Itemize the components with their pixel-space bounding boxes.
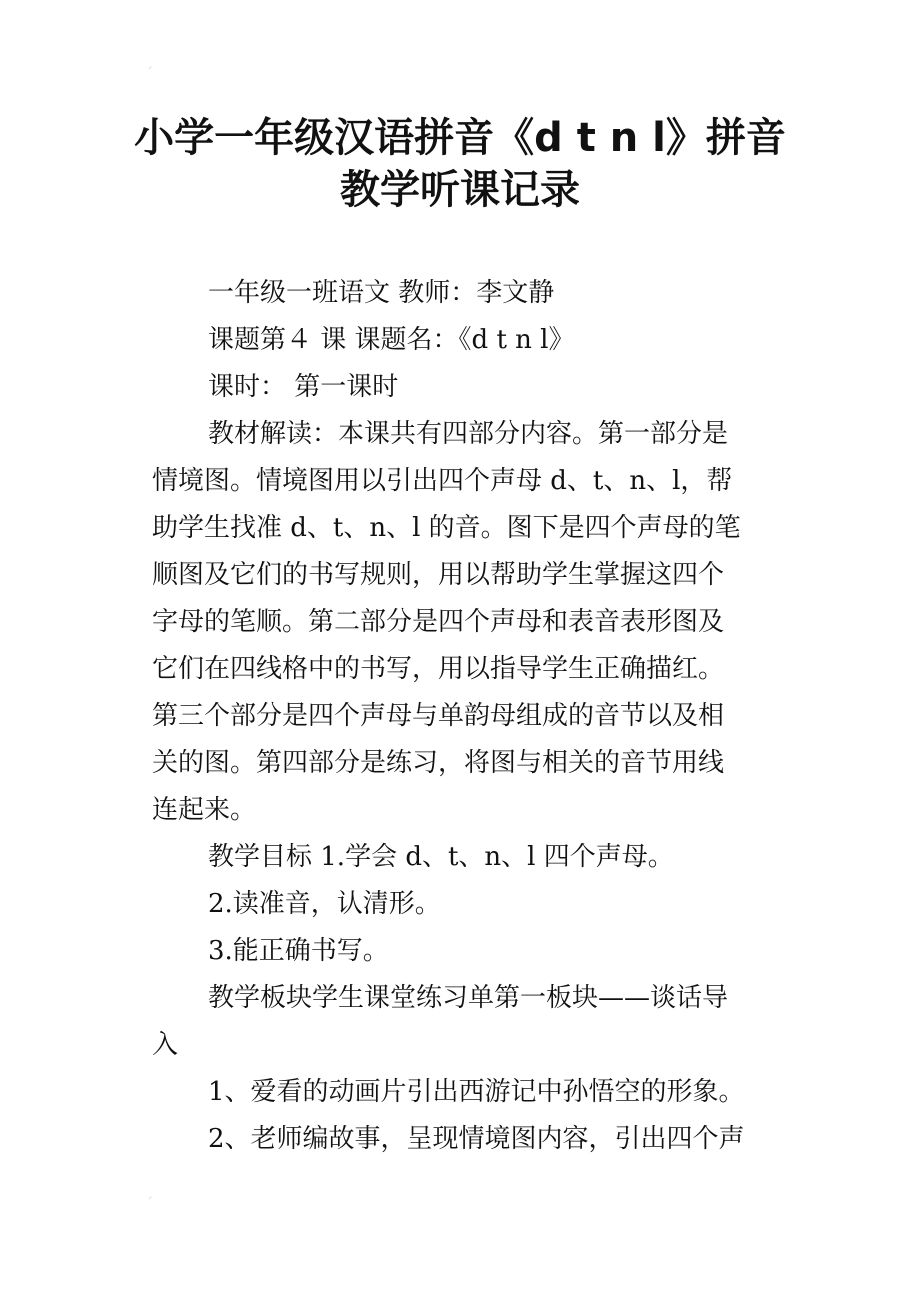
analysis-line: 第三个部分是四个声母与单韵母组成的音节以及相 — [152, 701, 725, 731]
goal-line-2: 2.读准音，认清形。 — [208, 889, 441, 919]
document-title — [100, 112, 820, 216]
title-line-2: 教学听课记录 — [340, 167, 580, 213]
analysis-line: 关的图。第四部分是练习，将图与相关的音节用线 — [152, 748, 725, 778]
section-line-1: 教学板块学生课堂练习单第一板块——谈话导 — [208, 983, 729, 1013]
analysis-line: 教材解读：本课共有四部分内容。第一部分是 — [208, 419, 729, 449]
goal-line-1: 教学目标 1.学会 d、t、n、l 四个声母。 — [208, 842, 674, 872]
analysis-line: 字母的笔顺。第二部分是四个声母和表音表形图及 — [152, 607, 725, 637]
section-heading — [152, 975, 772, 1069]
class-teacher-line: 一年级一班语文 教师：李文静 — [208, 278, 555, 308]
analysis-line: 助学生找准 d、t、n、l 的音。图下是四个声母的笔 — [152, 513, 741, 543]
analysis-line: 它们在四线格中的书写，用以指导学生正确描红。 — [152, 654, 725, 684]
title-line-1: 小学一年级汉语拼音《d t n l》拼音 — [134, 115, 786, 161]
lesson-line: 课题第４ 课 课题名：《d t n l》 — [208, 325, 575, 355]
corner-mark-bottom: ⸍ — [148, 1195, 152, 1204]
analysis-line: 情境图。情境图用以引出四个声母 d、t、n、l，帮 — [152, 466, 733, 496]
step-2: 2、老师编故事，呈现情境图内容，引出四个声 — [208, 1124, 745, 1154]
analysis-line: 连起来。 — [152, 795, 257, 825]
goal-line-3: 3.能正确书写。 — [208, 936, 389, 966]
document-body — [152, 270, 772, 1163]
period-line: 课时： 第一课时 — [208, 372, 399, 402]
textbook-analysis-paragraph — [152, 411, 772, 834]
step-1: 1、爱看的动画片引出西游记中孙悟空的形象。 — [208, 1077, 745, 1107]
section-line-2: 入 — [152, 1030, 179, 1060]
corner-mark-top: ⸍ — [148, 65, 152, 74]
analysis-line: 顺图及它们的书写规则，用以帮助学生掌握这四个 — [152, 560, 725, 590]
